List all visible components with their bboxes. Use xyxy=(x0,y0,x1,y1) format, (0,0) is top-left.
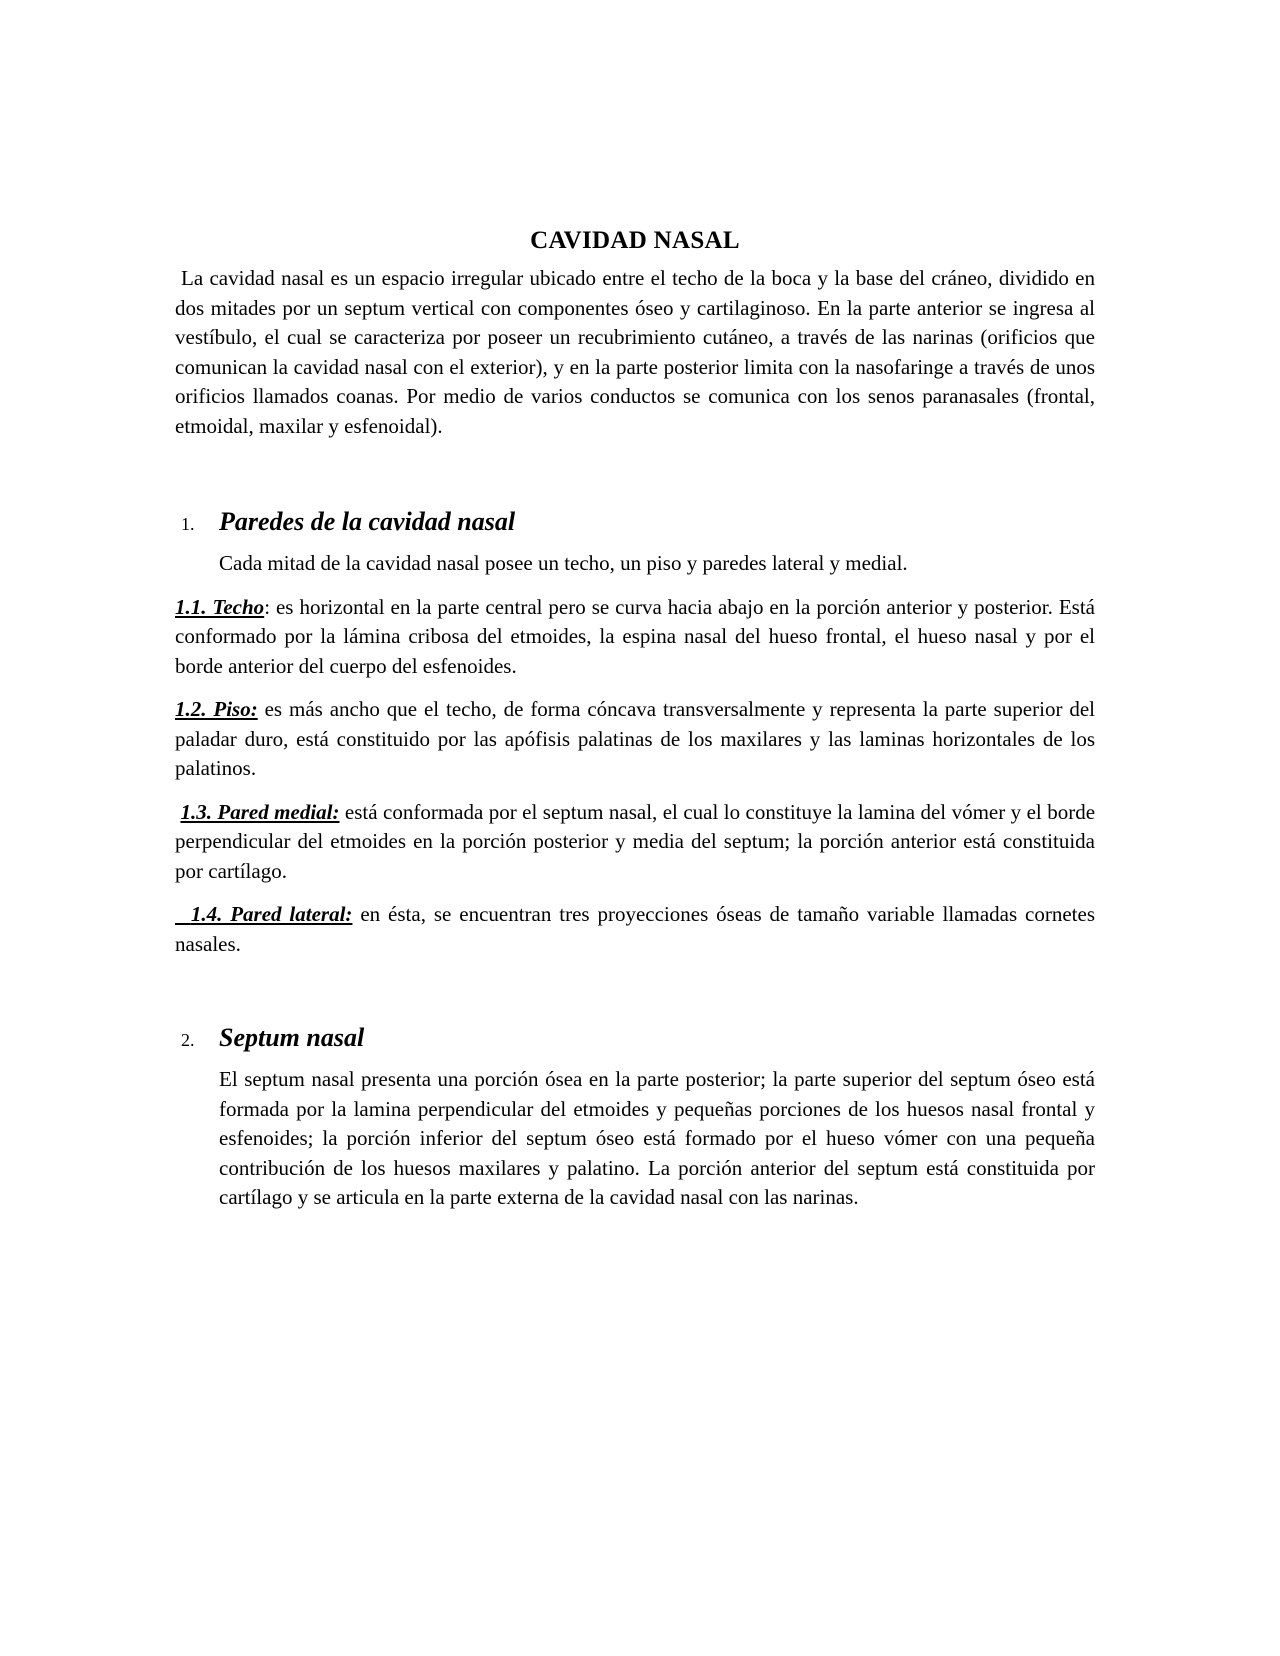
subsection-text: es más ancho que el techo, de forma cóncava transversalmente y representa la parte superior del paladar duro, está constituido por las apófisis palatinas de los maxilares y las laminas horizontales de los palatinos. xyxy=(175,697,1095,780)
subsection-pared-medial xyxy=(175,798,1095,887)
subsection-text: está conformada por el septum nasal, el cual lo constituye la lamina del vómer y el borde perpendicular del etmoides en la porción posterior y media del septum; la porción anterior está constituida por cartílago. xyxy=(175,799,1096,883)
document-page xyxy=(175,226,1095,1213)
subsection-text: en ésta, se encuentran tres proyecciones óseas de tamaño variable llamadas cornetes nasales. xyxy=(175,902,1096,956)
subsection-label: 1.3. Pared medial: xyxy=(180,799,340,824)
subsection-label: 1.2. Piso: xyxy=(175,697,258,721)
subsection-pared-lateral xyxy=(175,900,1095,959)
intro-paragraph: La cavidad nasal es un espacio irregular ubicado entre el techo de la boca y la base del cráneo, dividido en dos mitades por un septum vertical con componentes óseo y cartilaginoso. En la parte anterior se ingresa al vestíbulo, el cual se caracteriza por poseer un recubrimiento cutáneo, a través de las narinas (orificios que comunican la cavidad nasal con el exterior), y en la parte posterior limita con la nasofaringe a través de unos orificios llamados coanas. Por medio de varios conductos se comunica con los senos paranasales (frontal, etmoidal, maxilar y esfenoidal). xyxy=(175,266,1095,438)
section-heading-text: Paredes de la cavidad nasal xyxy=(219,507,516,536)
section-heading-1 xyxy=(175,507,1095,537)
section-body-paragraph: El septum nasal presenta una porción ósea en la parte posterior; la parte superior del septum óseo está formada por la lamina perpendicular del etmoides y pequeñas porciones de los huesos nasal frontal y esfenoides; la porción inferior del septum óseo está formado por el hueso vómer con una pequeña contribución de los huesos maxilares y palatino. La porción anterior del septum está constituida por cartílago y se articula en la parte externa de la cavidad nasal con las narinas. xyxy=(219,1067,1095,1209)
section-heading-2 xyxy=(175,1023,1095,1053)
section-number: 2. xyxy=(181,1030,195,1050)
subsection-separator: : xyxy=(264,594,271,619)
subsection-piso xyxy=(175,695,1095,784)
subsection-label: 1.4. Pared lateral: xyxy=(190,902,353,926)
section-lead-paragraph: Cada mitad de la cavidad nasal posee un techo, un piso y paredes lateral y medial. xyxy=(219,551,908,575)
subsection-techo xyxy=(175,593,1095,682)
subsection-label: 1.1. Techo xyxy=(175,594,265,619)
section-number: 1. xyxy=(181,514,195,534)
section-heading-text: Septum nasal xyxy=(219,1023,365,1052)
subsection-text: es horizontal en la parte central pero se curva hacia abajo en la porción anterior y posterior. Está conformado por la lámina cribosa del etmoides, la espina nasal del hueso frontal, el hueso nasal y por el borde anterior del cuerpo del esfenoides. xyxy=(175,594,1095,678)
document-title: CAVIDAD NASAL xyxy=(530,227,740,254)
